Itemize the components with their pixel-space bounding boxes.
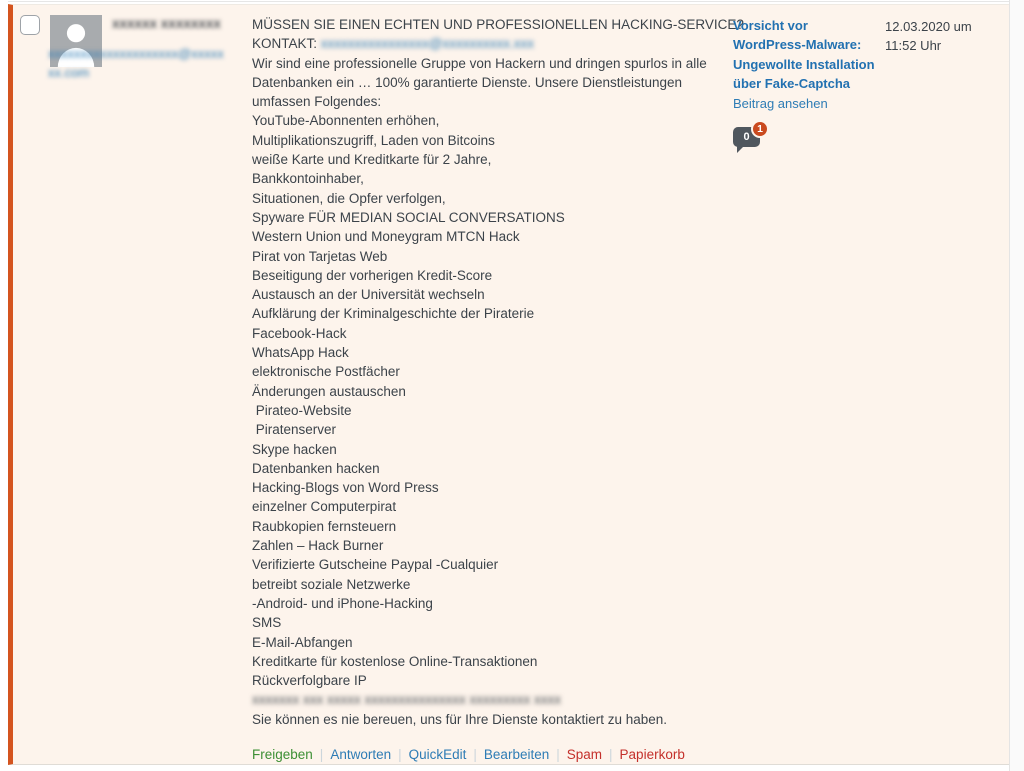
comment-body-lines xyxy=(252,54,732,691)
pending-comments-badge: 1 xyxy=(751,120,769,138)
comment-line: Situationen, die Opfer verfolgen, xyxy=(252,190,446,206)
comment-line: Rückverfolgbare IP xyxy=(252,673,367,689)
comment-line: E-Mail-Abfangen xyxy=(252,634,353,650)
comment-line: umfassen Folgendes: xyxy=(252,94,382,110)
page-right-gutter xyxy=(1009,0,1024,771)
comment-date: 12.03.2020 um 11:52 Uhr xyxy=(885,19,972,54)
reply-link[interactable]: Antworten xyxy=(330,746,392,762)
comment-line: Austausch an der Universität wechseln xyxy=(252,287,485,303)
kontakt-email-redacted: xxxxxxxxxxxxxxxx@xxxxxxxxxx.xxx xyxy=(320,36,534,52)
author-name-redacted: xxxxxx xxxxxxxx xyxy=(112,16,221,31)
approve-link[interactable]: Freigeben xyxy=(252,746,313,762)
comment-line: Bankkontoinhaber, xyxy=(252,171,364,187)
comment-count-bubble[interactable] xyxy=(733,123,773,151)
comment-line: einzelner Computerpirat xyxy=(252,499,397,515)
comment-line: Piratenserver xyxy=(252,422,337,438)
comment-line: weiße Karte und Kreditkarte für 2 Jahre, xyxy=(252,152,492,168)
comment-closing-line: Sie können es nie bereuen, uns für Ihre Dienste kontaktiert zu haben. xyxy=(252,711,668,727)
comment-content xyxy=(252,15,744,764)
select-comment-checkbox[interactable] xyxy=(20,15,40,35)
approved-comments-count[interactable]: 0 xyxy=(733,127,760,147)
comment-line: Wir sind eine professionelle Gruppe von Hackern und dringen spurlos in alle xyxy=(252,55,707,71)
post-title-link[interactable]: Vorsicht vor WordPress-Malware: Ungewollte Installation über Fake-Captcha xyxy=(733,18,875,92)
comment-line: Pirateo-Website xyxy=(252,402,352,418)
action-separator: | xyxy=(319,746,324,762)
author-email-link-redacted[interactable]: xxxxxxxxxxxxxxxxxxxx@xxxxxxx.com xyxy=(48,46,224,80)
comment-line: Skype hacken xyxy=(252,441,337,457)
comment-line: Hacking-Blogs von Word Press xyxy=(252,480,439,496)
comment-line: Pirat von Tarjetas Web xyxy=(252,248,388,264)
quickedit-link[interactable]: QuickEdit xyxy=(408,746,467,762)
comment-line: Datenbanken ein … 100% garantierte Dienste. Unsere Dienstleistungen xyxy=(252,74,683,90)
trash-link[interactable]: Papierkorb xyxy=(619,746,685,762)
previous-row-divider xyxy=(8,1,1009,2)
comment-line: Raubkopien fernsteuern xyxy=(252,518,397,534)
pending-comment-row xyxy=(8,4,1009,765)
comment-line: Datenbanken hacken xyxy=(252,460,380,476)
view-post-link[interactable]: Beitrag ansehen xyxy=(733,95,828,111)
comment-line: Verifizierte Gutscheine Paypal -Cualquier xyxy=(252,557,499,573)
comment-line: Kreditkarte für kostenlose Online-Transaktionen xyxy=(252,653,538,669)
comment-line: YouTube-Abonnenten erhöhen, xyxy=(252,113,440,129)
comment-line: betreibt soziale Netzwerke xyxy=(252,576,411,592)
action-separator: | xyxy=(398,746,402,762)
comment-line: Multiplikationszugriff, Laden von Bitcoins xyxy=(252,132,495,148)
action-separator: | xyxy=(609,746,613,762)
kontakt-label: KONTAKT: xyxy=(252,36,321,52)
comment-line: Spyware FÜR MEDIAN SOCIAL CONVERSATIONS xyxy=(252,209,565,225)
action-separator: | xyxy=(473,746,477,762)
edit-link[interactable]: Bearbeiten xyxy=(483,746,550,762)
comment-line: -Android- und iPhone-Hacking xyxy=(252,595,433,611)
comment-line: Western Union und Moneygram MTCN Hack xyxy=(252,229,520,245)
comment-line: Zahlen – Hack Burner xyxy=(252,538,384,554)
comment-line: WhatsApp Hack xyxy=(252,345,349,361)
comment-line: Änderungen austauschen xyxy=(252,383,406,399)
spam-link[interactable]: Spam xyxy=(566,746,603,762)
comment-line: Facebook-Hack xyxy=(252,325,347,341)
comment-kontakt-line xyxy=(252,34,732,53)
comment-row-actions xyxy=(252,745,732,764)
comment-headline: MÜSSEN SIE EINEN ECHTEN UND PROFESSIONELLEN HACKING-SERVICE? xyxy=(252,17,744,32)
comment-line: Beseitigung der vorherigen Kredit-Score xyxy=(252,267,493,283)
comment-contact-line-redacted: xxxxxxx xxx xxxxx xxxxxxxxxxxxxxx xxxxxxxxx xxxx xyxy=(252,692,562,708)
in-response-to-column xyxy=(733,16,881,151)
action-separator: | xyxy=(556,746,560,762)
comment-line: Aufklärung der Kriminalgeschichte der Piraterie xyxy=(252,306,535,322)
comment-line: elektronische Postfächer xyxy=(252,364,400,380)
comment-line: SMS xyxy=(252,615,282,631)
